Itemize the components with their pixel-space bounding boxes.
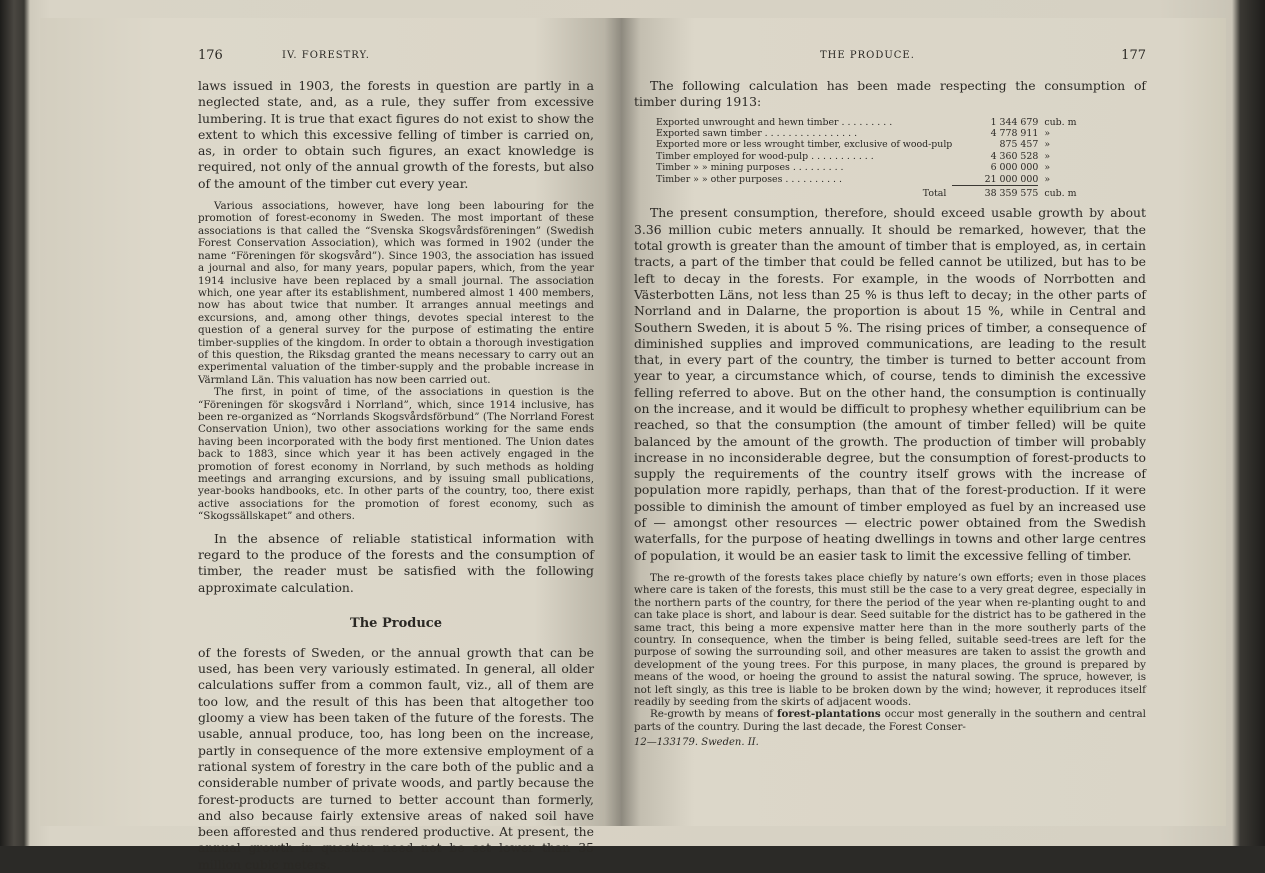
plantations-bold: forest-plantations xyxy=(777,708,881,721)
consumption-row-label: Timber » » other purposes . . . . . . . . . . xyxy=(656,173,842,185)
consumption-row-label: Exported unwrought and hewn timber . . . . . . . . . xyxy=(656,116,893,128)
plantations-pre: Re-growth by means of xyxy=(650,708,773,721)
consumption-paragraph: The present consumption, therefore, should exceed usable growth by about 3.36 million cubic meters annually. It should be remarked, however, that the total growth is greater than the amount of timber that is employed, as, in certain tracts, a part of the timber that could be felled cannot be utilized, but has to be left to decay in the forests. For example, in the woods of Norrbotten and Västerbotten Läns, not less than 25 % is thus left to decay; in the other parts of Norrland and in Dalarne, the proportion is about 15 %, while in Central and Southern Sweden, it is about 5 %. The rising prices of timber, a consequence of diminished supplies and improved communications, are leading to the result that, in every part of the country, the timber is turned to better account from year to year, a circumstance which, of course, tends to diminish the excessive felling referred to above. But on the other hand, the consumption is continually on the increase, and it would be difficult to prophesy whether equilibrium can be reached, so that the consumption (the amount of timber felled) will be quite balanced by the amount of the growth. The production of timber will probably increase in no inconsiderable degree, but the consumption of forest-products to supply the requirements of the country itself grows with the increase of population more rapidly, perhaps, than that of the forest-production. If it were possible to diminish the amount of timber employed as fuel by an increased use of — amongst other resources — electric power obtained from the Swedish waterfalls, for the purpose of heating dwellings in towns and other large centres of population, it would be an easier task to limit the excessive felling of timber. xyxy=(634,205,1146,563)
consumption-row xyxy=(656,162,1096,173)
consumption-row-unit: » xyxy=(1044,173,1051,185)
intro-paragraph: laws issued in 1903, the forests in question are partly in a neglected state, and, as a rule, they suffer from excessive lumbering. It is true that exact figures do not exist to show the extent to which this excessive felling of timber is carried on, as, in order to obtain such figures, an exact knowledge is required, not only of the annual growth of the forests, but also of the amount of the timber cut every year. xyxy=(198,78,594,191)
section-heading-produce: The Produce xyxy=(350,615,442,631)
consumption-row-label: Timber » » mining purposes . . . . . . . . . xyxy=(656,162,844,174)
consumption-row-unit: » xyxy=(1044,139,1051,151)
consumption-row-value: 6 000 000 xyxy=(990,162,1039,174)
regrowth-paragraph: The re-growth of the forests takes place chiefly by nature’s own efforts; even in those places where care is taken of the forests, this must still be the case to a very great degree, especially in the northern parts of the country, for there the period of the year when re-planting ought to and can take place is short, and labour is dear. Seed suitable for the district has to be gathered in the same tract, this being a more expensive matter here than in the more southerly parts of the country. In consequence, when the timber is being felled, suitable seed-trees are left for the purpose of sowing the surrounding soil, and other measures are taken to assist the growth and development of the young trees. For this purpose, in many places, the ground is prepared by means of the wood, or hoeing the ground to assist the natural sowing. The spruce, however, is not left singly, as this tree is liable to be broken down by the wind; however, it reproduces itself readily by seeding from the skirts of adjacent woods. xyxy=(634,571,1146,709)
produce-paragraph: of the forests of Sweden, or the annual growth that can be used, has been very variously estimated. In general, all older calculations suffer from a common fault, viz., all of them are too low, and the result of this has been that altogether too gloomy a view has been taken of the future of the forests. The usable, annual produce, too, has long been on the increase, partly in consequence of the more extensive employment of a rational system of forestry in the care both of the public and a considerable number of private woods, and partly because the forest-products are turned to better account than formerly, and also because fairly extensive areas of naked soil have been afforested and thus rendered productive. At present, the annual growth in question need not be set lower than 35 million cubic meters. xyxy=(198,644,594,872)
absence-paragraph: In the absence of reliable statistical information with regard to the produce of the forests and the consumption of timber, the reader must be satisfied with the following approximate calculation. xyxy=(198,530,594,595)
consumption-row-unit: » xyxy=(1044,128,1051,139)
right-page xyxy=(622,18,1226,826)
footer-signature: 12—133179. Sweden. II. xyxy=(634,737,759,749)
left-running-head xyxy=(198,48,594,78)
consumption-total-row xyxy=(656,186,1096,200)
associations-paragraph-2: The first, in point of time, of the associations in question is the “Föreningen för skogsvård i Norrland”, which, since 1914 inclusive, has been re-organized as “Norrlands Skogsvårdsförbund” (The Norrland Forest Conservation Union), two other associations working for the same ends having been incorporated with the body first mentioned. The Union dates back to 1883, since which year it has been actively engaged in the promotion of forest economy in Norrland, by such methods as holding meetings and arranging excursions, and by issuing small publications, year-books handbooks, etc. In other parts of the country, too, there exist active associations for the promotion of forest economy, such as “Skogssällskapet” and others. xyxy=(198,386,594,523)
left-page xyxy=(40,18,622,872)
total-label: Total xyxy=(922,187,947,199)
consumption-row-value: 4 360 528 xyxy=(990,150,1039,162)
consumption-row xyxy=(656,128,1096,139)
associations-paragraph-1: Various associations, however, have long been labouring for the promotion of forest-economy in Sweden. The most important of these associations is that called the “Svenska Skogsvårdsföreningen” (Swedish Forest Conservation Association), which was formed in 1902 (under the name “Föreningen för skogsvård”). Since 1903, the association has issued a journal and also, for many years, popular papers, which, from the year 1914 inclusive have been replaced by a small journal. The association which, one year after its establishment, numbered almost 1 400 members, now has about twice that number. It arranges annual meetings and excursions, and, among other things, devotes special interest to the question of a general survey for the purpose of estimating the entire timber-supplies of the kingdom. In order to obtain a thorough investigation of this question, the Riksdag granted the means necessary to carry out an experimental valuation of the timber-supply and the probable increase in Värmland Län. This valuation has now been carried out. xyxy=(198,200,594,386)
consumption-row xyxy=(656,151,1096,162)
consumption-row-unit: » xyxy=(1044,150,1051,162)
consumption-row-unit: » xyxy=(1044,162,1051,174)
calculation-intro: The following calculation has been made respecting the consumption of timber during 1913: xyxy=(634,78,1146,110)
consumption-row-value: 875 457 xyxy=(999,139,1039,151)
consumption-row xyxy=(656,117,1096,128)
right-running-head xyxy=(634,48,1146,78)
consumption-row-value: 1 344 679 xyxy=(990,116,1039,128)
left-running-title: IV. FORESTRY. xyxy=(282,50,370,61)
consumption-row-label: Timber employed for wood-pulp . . . . . . . . . . . xyxy=(656,150,874,162)
consumption-row xyxy=(656,174,1096,186)
total-unit: cub. m xyxy=(1044,187,1077,199)
left-page-number: 176 xyxy=(198,48,223,63)
right-running-title: THE PRODUCE. xyxy=(820,50,915,61)
plantations-post: occur most generally in the southern and central parts of the country. During the last decade, the Forest Conser- xyxy=(634,708,1146,733)
consumption-row-value: 4 778 911 xyxy=(990,128,1039,139)
total-value: 38 359 575 xyxy=(952,186,1038,200)
consumption-row-unit: cub. m xyxy=(1044,116,1077,128)
consumption-row-label: Exported sawn timber . . . . . . . . . . . . . . . . xyxy=(656,128,858,139)
consumption-row xyxy=(656,139,1096,150)
consumption-table xyxy=(656,117,1096,200)
consumption-row-label: Exported more or less wrought timber, exclusive of wood-pulp xyxy=(656,139,953,151)
plantations-paragraph xyxy=(634,708,1146,733)
consumption-row-value: 21 000 000 xyxy=(984,173,1039,185)
right-page-number: 177 xyxy=(1121,48,1146,63)
